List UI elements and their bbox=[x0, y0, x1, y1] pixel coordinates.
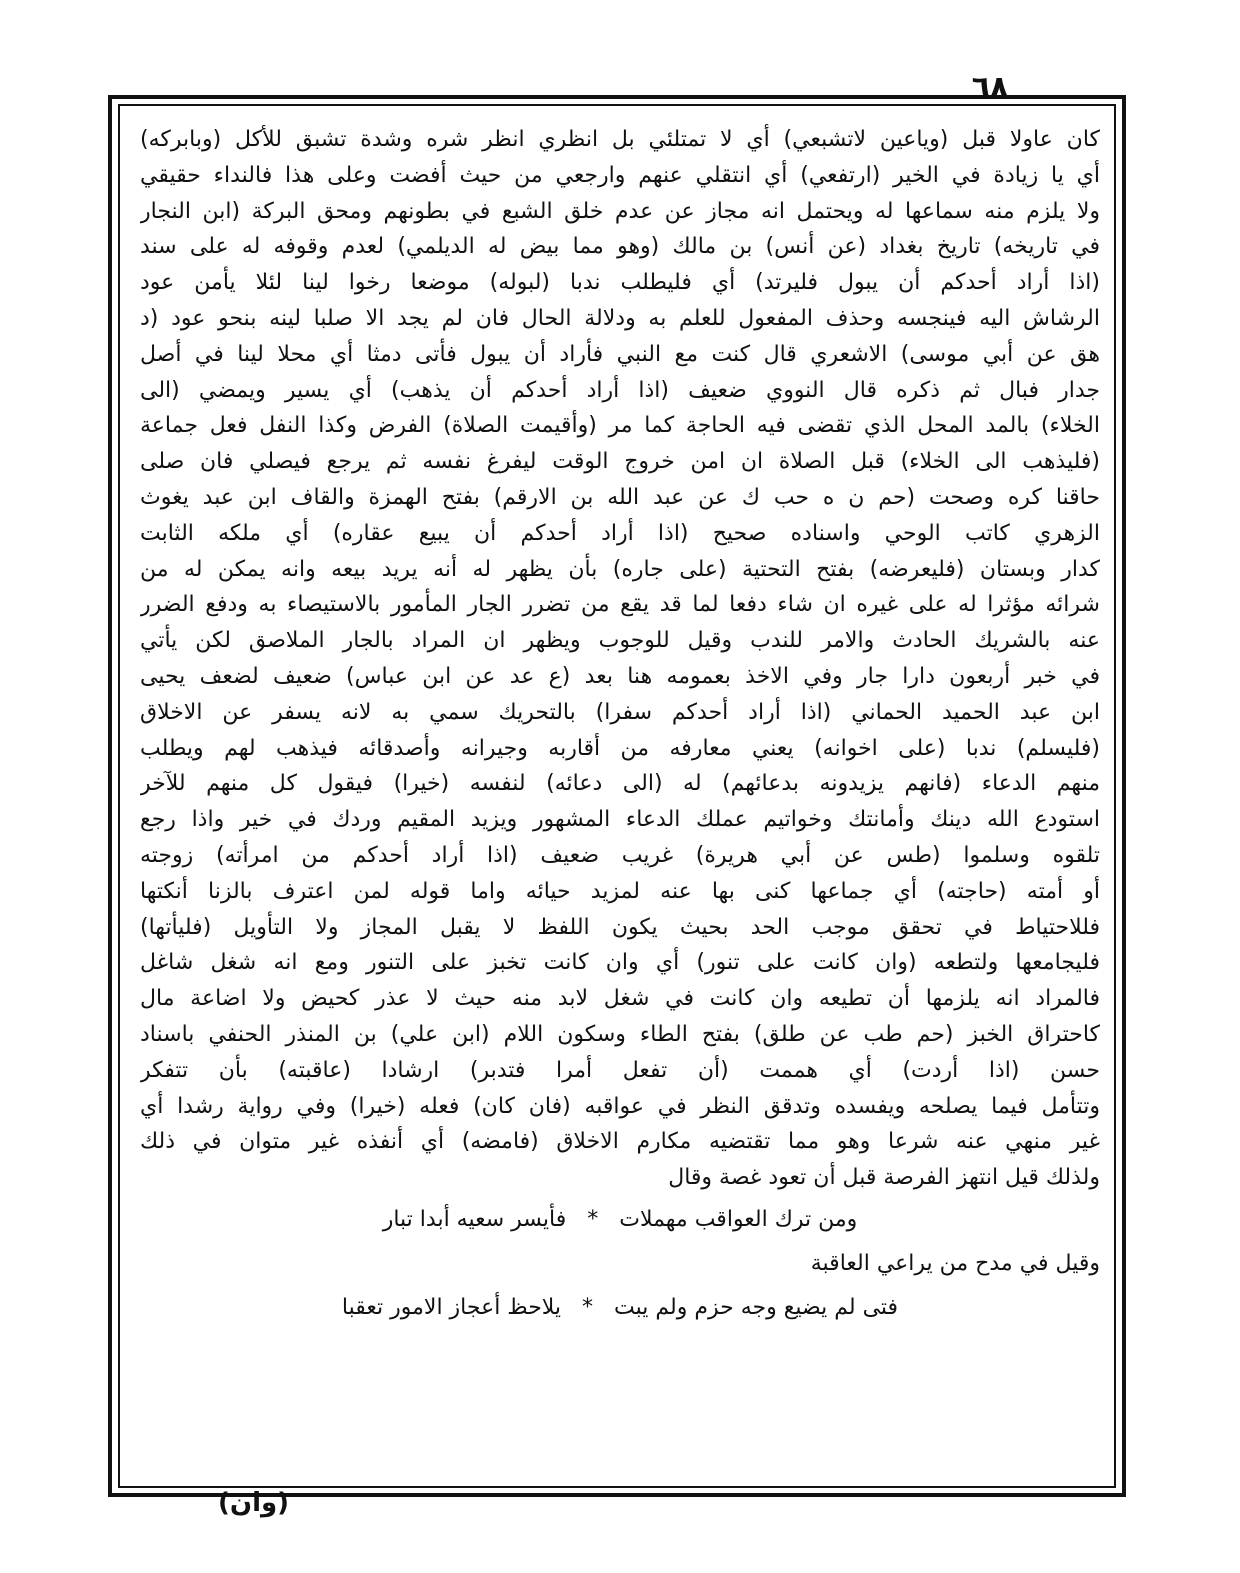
text-line: ولذلك قيل انتهز الفرصة قبل أن تعود غصة وقال bbox=[668, 1165, 1100, 1191]
text-line: في تاريخه) تاريخ بغداد (عن أنس) بن مالك (وهو مما بيض له الديلمي) لعدم وقوفه له على سند bbox=[140, 234, 1100, 260]
text-line: فللاحتياط في تحقق موجب الحد بحيث يكون اللفظ لا يقبل المجاز ولا التأويل (فليأتها) bbox=[140, 914, 1100, 940]
verse-introduction: وقيل في مدح من يراعي العاقبة bbox=[810, 1250, 1100, 1276]
text-line: الخلاء) بالمد المحل الذي تقضى فيه الحاجة كما مر (وأقيمت الصلاة) الفرض وكذا النفل فعل جماعة bbox=[140, 413, 1100, 439]
text-line: حاقنا كره وصحت (حم ن ه حب ك عن عبد الله بن الارقم) بفتح الهمزة والقاف ابن عبد يغوث bbox=[140, 484, 1100, 510]
poetry-verse-2 bbox=[140, 1284, 1100, 1332]
text-line: (فليذهب الى الخلاء) قبل الصلاة ان امن خروج الوقت ليفرغ نفسه ثم يرجع فيصلي فان صلى bbox=[140, 449, 1100, 475]
text-line: وتتأمل فيما يصلحه ويفسده وتدقق النظر في عواقبه (فان كان) فعله (خيرا) وفي رواية رشدا أي bbox=[140, 1093, 1100, 1119]
text-line: ولا يلزم منه سماعها له ويحتمل انه مجاز عن عدم خلق الشبع في بطونهم ومحق البركة (ابن النجار bbox=[140, 198, 1100, 224]
text-line: شرائه مؤثرا له على غيره ان شاء دفعا لما قد يقع من تضرر الجار المأمور بالاستيصاء به ودفع الضرر bbox=[140, 592, 1100, 618]
verse-separator: * bbox=[587, 1206, 599, 1232]
text-line: فالمراد انه يلزمها أن تطيعه وان كانت في شغل لابد منه حيث لا عذر كحيض ولا اضاعة مال bbox=[140, 986, 1100, 1012]
text-line: فليجامعها ولتطعه (وان كانت على تنور) أي وان كانت تخبز على التنور ومع انه شغل شاغل bbox=[140, 950, 1100, 976]
text-line: كان عاولا قبل (وياعين لاتشبعي) أي لا تمتلئي بل انظري انظر شره وشدة تشبق للأكل (وبابركه) bbox=[140, 127, 1100, 152]
page-number: ٦٨ bbox=[971, 70, 1009, 105]
verse-hemistich-left: فأيسر سعيه أبدا تبار bbox=[382, 1206, 567, 1232]
text-line: غير منهي عنه شرعا وهو مما تقتضيه مكارم الاخلاق (فامضه) أي أنفذه غير متوان في ذلك bbox=[140, 1129, 1100, 1155]
text-line: كاحتراق الخبز (حم طب عن طلق) بفتح الطاء وسكون اللام (ابن علي) بن المنذر الحنفي باسناد bbox=[140, 1021, 1100, 1047]
text-line: ابن عبد الحميد الحماني (اذا أراد أحدكم سفرا) بالتحريك سمي به لانه يسفر عن الاخلاق bbox=[140, 699, 1100, 725]
verse-hemistich-right: ومن ترك العواقب مهملات bbox=[619, 1206, 858, 1232]
text-line: تلقوه وسلموا (طس عن أبي هريرة) غريب ضعيف (اذا أراد أحدكم من امرأته) زوجته bbox=[140, 842, 1100, 868]
poetry-verse-1 bbox=[140, 1196, 1100, 1244]
text-line: استودع الله دينك وأمانتك وخواتيم عملك الدعاء المشهور ويزيد المقيم وردك في خير واذا رجع bbox=[140, 807, 1100, 833]
text-line: (فليسلم) ندبا (على اخوانه) يعني معارفه من أقاربه وجيرانه وأصدقائه فيذهب لهم ويطلب bbox=[140, 735, 1100, 761]
verse-hemistich-left: يلاحظ أعجاز الامور تعقبا bbox=[341, 1294, 562, 1320]
text-line: عنه بالشريك الحادث والامر للندب وقيل للوجوب ويظهر ان المراد بالجار الملاصق لكن يأتي bbox=[140, 628, 1100, 654]
text-line: منهم الدعاء (فانهم يزيدونه بدعائهم) له (الى دعائه) لنفسه (خيرا) فيقول كل منهم للآخر bbox=[140, 771, 1100, 797]
commentary-text-block bbox=[140, 122, 1100, 1492]
catchword: (وان) bbox=[218, 1488, 290, 1518]
text-line: الرشاش اليه فينجسه وحذف المفعول للعلم به ودلالة الحال فان لم يجد الا صلبا لينه بنحو عود (د bbox=[140, 305, 1100, 331]
text-line: أي يا زيادة في الخير (ارتفعي) أي انتقلي عنهم وارجعي من حيث أفضت وعلى هذا فالنداء حقيقي bbox=[140, 162, 1100, 188]
text-line: كدار وبستان (فليعرضه) بفتح التحتية (على جاره) بأن يظهر له أنه يريد بيعه وانه يمكن له من bbox=[140, 556, 1100, 582]
text-line: جدار فبال ثم ذكره قال النووي ضعيف (اذا أراد أحدكم أن يذهب) أي يسير ويمضي (الى bbox=[140, 377, 1100, 403]
text-line: في خبر أربعون دارا جار وفي الاخذ بعمومه هنا بعد (ع عد عن ابن عباس) ضعيف لضعف يحيى bbox=[140, 663, 1100, 689]
verse-separator: * bbox=[582, 1294, 594, 1320]
text-line: الزهري كاتب الوحي واسناده صحيح (اذا أراد أحدكم أن يبيع عقاره) أي ملكه الثابت bbox=[140, 520, 1100, 546]
text-line: هق عن أبي موسى) الاشعري قال كنت مع النبي فأراد أن يبول فأتى دمثا أي محلا لينا في أصل bbox=[140, 341, 1100, 367]
text-line: حسن (اذا أردت) أي هممت (أن تفعل أمرا فتدبر) ارشادا (عاقبته) بأن تتفكر bbox=[140, 1057, 1100, 1083]
text-line: (اذا أراد أحدكم أن يبول فليرتد) أي فليطلب ندبا (لبوله) موضعا رخوا لينا لئلا يأمن عود bbox=[140, 270, 1100, 296]
text-line: أو أمته (حاجته) أي جماعها كنى بها عنه لمزيد حيائه واما قوله لمن اعترف بالزنا أنكتها bbox=[140, 878, 1100, 904]
verse-hemistich-right: فتى لم يضيع وجه حزم ولم يبت bbox=[614, 1294, 899, 1320]
